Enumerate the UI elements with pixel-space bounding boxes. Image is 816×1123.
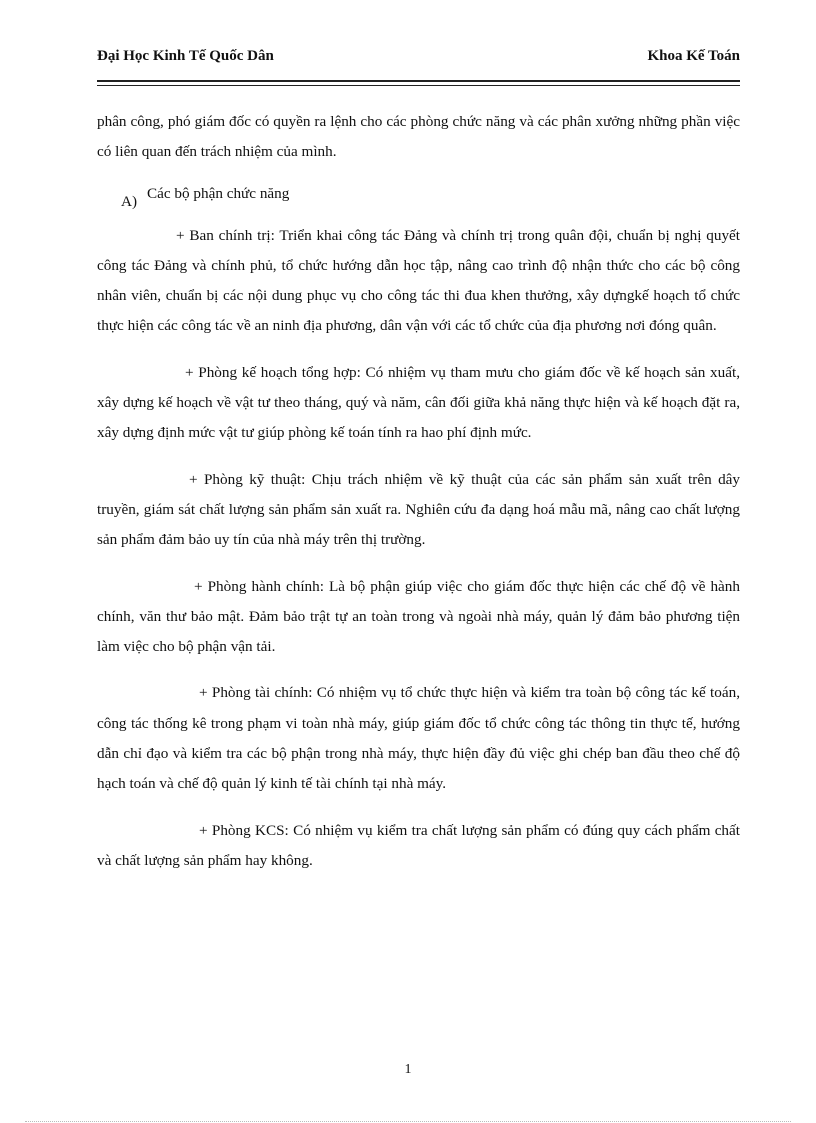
intro-paragraph: phân công, phó giám đốc có quyền ra lệnh cho các phòng chức năng và các phân xưởng những phần việc có liên quan đến trách nhiệm của mình.: [97, 113, 740, 161]
page-bottom-border: [25, 1121, 791, 1122]
section-label: A): [121, 192, 138, 210]
paragraph-phong-kcs: + Phòng KCS: Có nhiệm vụ kiểm tra chất lượng sản phẩm có đúng quy cách phẩm chất và chất lượng sản phẩm hay không.: [97, 821, 740, 869]
page-header: [97, 48, 740, 70]
paragraph-phong-ke-hoach: + Phòng kế hoạch tổng hợp: Có nhiệm vụ tham mưu cho giám đốc về kế hoạch sản xuất, xây dựng kế hoạch về vật tư theo tháng, quý và năm, cân đối giữa khả năng thực hiện và kế hoạch đặt ra, xây dựng định mức vật tư giúp phòng kế toán tính ra hao phí định mức.: [97, 363, 740, 442]
header-faculty: Khoa Kế Toán: [647, 48, 740, 64]
header-university: Đại Học Kinh Tế Quốc Dân: [97, 48, 274, 64]
paragraph-phong-hanh-chinh: + Phòng hành chính: Là bộ phận giúp việc cho giám đốc thực hiện các chế độ về hành chính, văn thư bảo mật. Đảm bảo trật tự an toàn trong và ngoài nhà máy, quản lý đảm bảo phương tiện làm việc cho bộ phận vận tải.: [97, 577, 740, 656]
paragraph-ban-chinh-tri: + Ban chính trị: Triển khai công tác Đảng và chính trị trong quân đội, chuẩn bị nghị quyết công tác Đảng và chính phủ, tổ chức hướng dẫn học tập, nâng cao trình độ nhận thức cho các bộ công nhân viên, chuẩn bị các nội dung phục vụ cho công tác thi đua khen thưởng, xây dựngkế hoạch tổ chức thực hiện các công tác về an ninh địa phương, dân vận với các tổ chức của địa phương nơi đóng quân.: [97, 226, 740, 335]
paragraph-phong-tai-chinh: + Phòng tài chính: Có nhiệm vụ tổ chức thực hiện và kiểm tra toàn bộ công tác kế toán, công tác thống kê trong phạm vi toàn nhà máy, giúp giám đốc tổ chức công tác thông tin thực tế, hướng dẫn chỉ đạo và kiểm tra các bộ phận trong nhà máy, thực hiện đầy đủ việc ghi chép ban đầu theo chế độ hạch toán và chế độ quản lý kinh tế tài chính tại nhà máy.: [97, 684, 740, 793]
section-heading: [97, 181, 740, 221]
header-rule-thin: [97, 85, 740, 86]
page-number: 1: [404, 1062, 412, 1077]
header-rule-thick: [97, 80, 740, 82]
paragraph-phong-ky-thuat: + Phòng kỹ thuật: Chịu trách nhiệm về kỹ thuật của các sản phẩm sản xuất trên dây truyền, giám sát chất lượng sản phẩm sản xuất ra. Nghiên cứu đa dạng hoá mẫu mã, nâng cao chất lượng sản phẩm đảm bảo uy tín của nhà máy trên thị trường.: [97, 470, 740, 549]
document-body: [97, 107, 740, 876]
section-title: Các bộ phận chức năng: [147, 184, 290, 202]
